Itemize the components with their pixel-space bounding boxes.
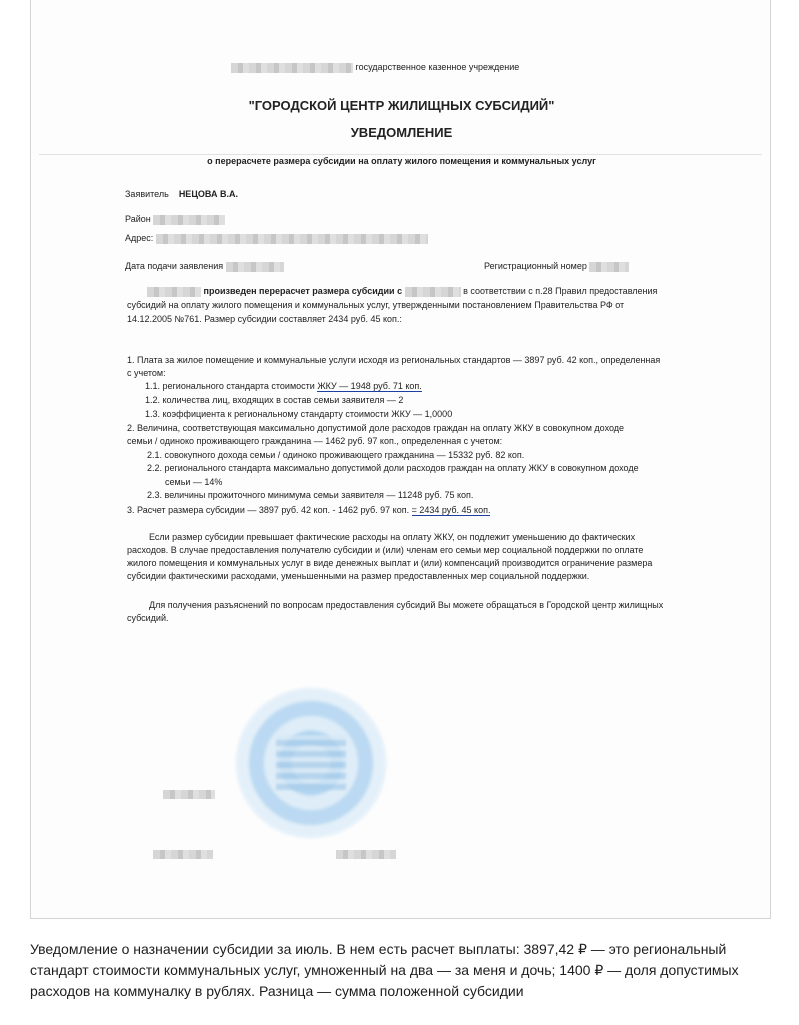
redacted-reg-number: [589, 262, 629, 272]
org-line: государственное казенное учреждение: [355, 62, 520, 72]
item-1-1-underlined: ЖКУ — 1948 руб. 71 коп.: [317, 381, 422, 391]
para1-line3: 14.12.2005 №761. Размер субсидии составляет 2434 руб. 45 коп.:: [127, 314, 402, 324]
item-3: [127, 504, 490, 517]
para1-line2: субсидий на оплату жилого помещения и коммунальных услуг, утвержденными постановлением Правительства РФ от: [127, 300, 625, 310]
item-1-line1: 1. Плата за жилое помещение и коммунальные услуги исходя из региональных стандартов — 3897 руб. 42 коп., определенная: [127, 355, 661, 365]
item-2-2-line2: семьи — 14%: [165, 477, 223, 487]
item-3-underlined: = 2434 руб. 45 коп.: [411, 505, 491, 515]
applicant-label: Заявитель: [125, 189, 169, 199]
redacted-date-from: [405, 287, 461, 297]
para2-line4: субсидии фактическими расходами, уменьшенными на размер предоставленных мер социальной поддержки.: [127, 571, 590, 581]
para3-line1: Для получения разъяснений по вопросам предоставления субсидий Вы можете обращаться в Городской центр жилищных: [149, 600, 664, 610]
item-2-line1: 2. Величина, соответствующая максимально допустимой доле расходов граждан на оплату ЖКУ в совокупном доходе: [127, 423, 625, 433]
para2-line1: Если размер субсидии превышает фактические расходы на оплату ЖКУ, он подлежит уменьшению до фактических: [149, 532, 636, 542]
org-line-row: [231, 61, 519, 74]
para2-line3: жилого помещения и коммунальных услуг в виде денежных выплат и (или) компенсаций производится ограничение размера: [127, 558, 653, 568]
item-1-1-text: 1.1. регионального стандарта стоимости: [145, 381, 318, 391]
redacted-position-title: [163, 790, 215, 799]
reg-number-row: [484, 260, 629, 273]
district-label: Район: [125, 214, 151, 224]
item-1-3: 1.3. коэффициента к региональному стандарту стоимости ЖКУ — 1,0000: [145, 409, 453, 419]
redacted-district: [153, 215, 225, 225]
image-caption: Уведомление о назначении субсидии за июль. В нем есть расчет выплаты: 3897,42 ₽ — это региональный стандарт стоимости коммунальных услуг, умноженный на два — за меня и дочь; 1400 ₽ — доля допустимых расходов на коммуналку в рублях. Разница — сумма положенной субсидии: [30, 941, 739, 999]
para1-line1: [147, 285, 657, 298]
document-subtitle: о перерасчете размера субсидии на оплату жилого помещения и коммунальных услуг: [207, 156, 596, 166]
redacted-date-start: [147, 287, 201, 297]
applicant-row: [125, 188, 238, 201]
applicant-name: НЕЦОВА В.А.: [178, 189, 238, 199]
redacted-address: [156, 234, 428, 244]
address-row: [125, 232, 428, 245]
redacted-region-name: [231, 63, 353, 73]
document-scan-frame: [30, 0, 771, 919]
notice-document: [31, 0, 772, 919]
item-1-1: [145, 380, 422, 393]
org-name: "ГОРОДСКОЙ ЦЕНТР ЖИЛИЩНЫХ СУБСИДИЙ": [248, 98, 555, 113]
document-title: УВЕДОМЛЕНИЕ: [350, 125, 453, 140]
para1-rest: в соответствии с п.28 Правил предоставления: [463, 286, 658, 296]
para2-line2: расходов. В случае предоставления получателю субсидии и (или) членам его семьи мер социальной поддержки по оплате: [127, 545, 644, 555]
date-row: [125, 260, 284, 273]
item-1-2: 1.2. количества лиц, входящих в состав семьи заявителя — 2: [145, 395, 404, 405]
date-label: Дата подачи заявления: [125, 261, 224, 271]
item-1-line2: с учетом:: [127, 368, 166, 378]
reg-number-label: Регистрационный номер: [484, 261, 587, 271]
address-label: Адрес:: [125, 233, 154, 243]
para3-line2: субсидий.: [127, 613, 169, 623]
item-2-1: 2.1. совокупного дохода семьи / одиноко проживающего гражданина — 15332 руб. 82 коп.: [147, 450, 525, 460]
redacted-signatory-right: [336, 850, 396, 859]
item-2-2-line1: 2.2. регионального стандарта максимально допустимой доли расходов граждан на оплату ЖКУ в совокупном доходе: [147, 463, 639, 473]
district-row: [125, 213, 225, 226]
redacted-date: [226, 262, 284, 272]
para1-bold: произведен перерасчет размера субсидии с: [203, 286, 403, 296]
item-3-text: 3. Расчет размера субсидии — 3897 руб. 42 коп. - 1462 руб. 97 коп.: [127, 505, 412, 515]
item-2-line2: семьи / одиноко проживающего гражданина — 1462 руб. 97 коп., определенная с учетом:: [127, 436, 503, 446]
official-stamp-center: [276, 735, 346, 790]
item-2-3: 2.3. величины прожиточного минимума семьи заявителя — 11248 руб. 75 коп.: [147, 490, 474, 500]
redacted-signatory-left: [153, 850, 213, 859]
